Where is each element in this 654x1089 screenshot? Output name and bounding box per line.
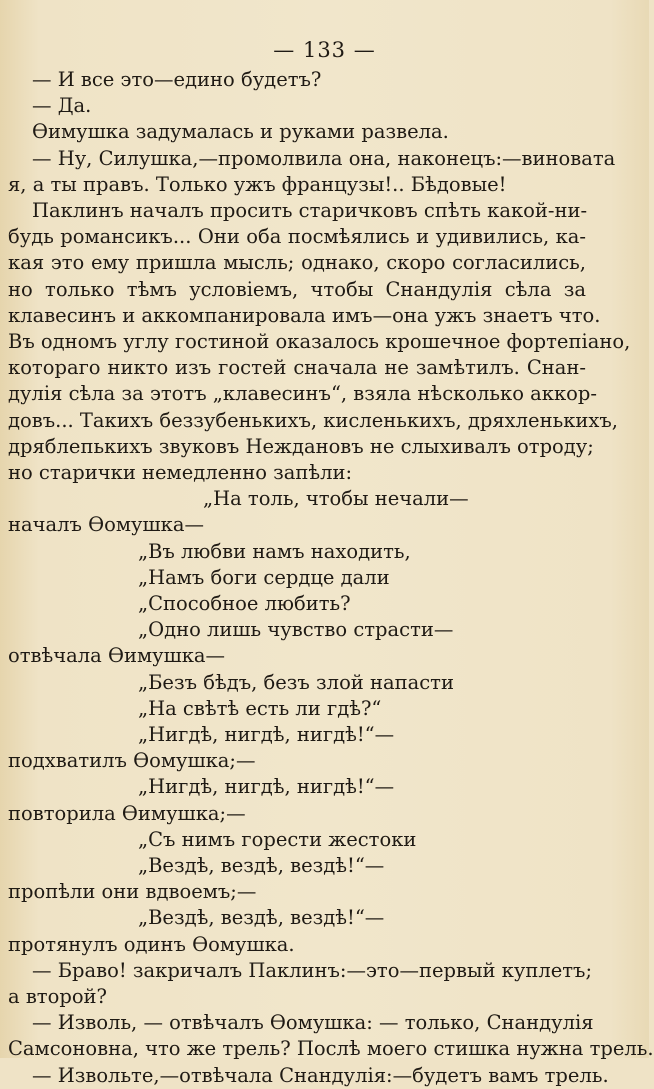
text-line: кая это ему пришла мысль; однако, скоро согласились, [8,251,586,275]
text-line: Въ одномъ углу гостиной оказалось крошечное фортепіано, [8,330,631,353]
text-line: „Нигдѣ, нигдѣ, нигдѣ!“— [138,723,395,746]
text-line: Паклинъ началъ просить старичковъ спѣть какой-ни- [32,199,588,222]
text-line: котораго никто изъ гостей сначала не замѣтилъ. Снан- [8,356,586,380]
text-line: Өимушка задумалась и руками развела. [32,120,449,144]
text-line: но старички немедленно запѣли: [8,461,353,484]
text-line: „Вездѣ, вездѣ, вездѣ!“— [138,906,385,930]
text-line: клавесинъ и аккомпанировала имъ—она ужъ знаетъ что. [8,303,601,327]
text-line: „Намъ боги сердце дали [138,565,390,589]
text-line: „Нигдѣ, нигдѣ, нигдѣ!“— [138,775,395,799]
text-line: повторила Өимушка;— [8,801,246,825]
page-text [0,66,654,1087]
text-line: — Да. [32,94,92,118]
text-line: я, а ты правъ. Только ужъ французы!.. Бѣдовые! [8,172,507,196]
text-line: — Изволь, — отвѣчалъ Өомушка: — только, Снандулія [32,1011,594,1035]
text-line: „Способное любить? [138,592,351,615]
text-line: — И все это—едино будетъ? [32,68,322,91]
text-line: протянулъ одинъ Өомушка. [8,932,295,956]
text-line: дулія сѣла за этотъ „клавесинъ“, взяла нѣсколько аккор- [8,382,597,406]
text-line: а второй? [8,985,108,1008]
text-line: „Въ любви намъ находить, [138,539,411,563]
text-line: „Съ нимъ горести жестоки [138,827,417,851]
text-line: „Безъ бѣдъ, безъ злой напасти [138,670,454,694]
text-line: пропѣли они вдвоемъ;— [8,880,257,904]
text-line: началъ Өомушка— [8,513,204,537]
text-line: — Ну, Силушка,—промолвила она, наконецъ:—виновата [32,146,616,170]
text-line: отвѣчала Өимушка— [8,644,226,668]
text-line: Самсоновна, что же трель? Послѣ моего стишка нужна трель. [8,1037,654,1061]
text-line: „Одно лишь чувство страсти— [138,618,454,642]
text-line: — Извольте,—отвѣчала Снандулія:—будетъ вамъ трель. [32,1063,609,1087]
text-line: „Вездѣ, вездѣ, вездѣ!“— [138,854,385,877]
text-line: будь романсикъ... Они оба посмѣялись и удивились, ка- [8,225,586,249]
page-number: — 133 — [273,38,376,62]
text-line: дряблепькихъ звуковъ Нежданoвъ не слыхивалъ отроду; [8,434,594,458]
text-line: „На свѣтѣ есть ли гдѣ?“ [138,696,382,720]
text-line: подхватилъ Өомушка;— [8,749,256,773]
text-line: довъ... Такихъ беззубенькихъ, кисленькихъ, дряхленькихъ, [8,408,618,432]
text-line: но только тѣмъ условіемъ, чтобы Снандулія сѣла за [8,277,586,301]
text-line: — Браво! закричалъ Паклинъ:—это—первый куплетъ; [32,958,593,982]
text-line: „На толь, чтобы нечали— [203,487,469,511]
